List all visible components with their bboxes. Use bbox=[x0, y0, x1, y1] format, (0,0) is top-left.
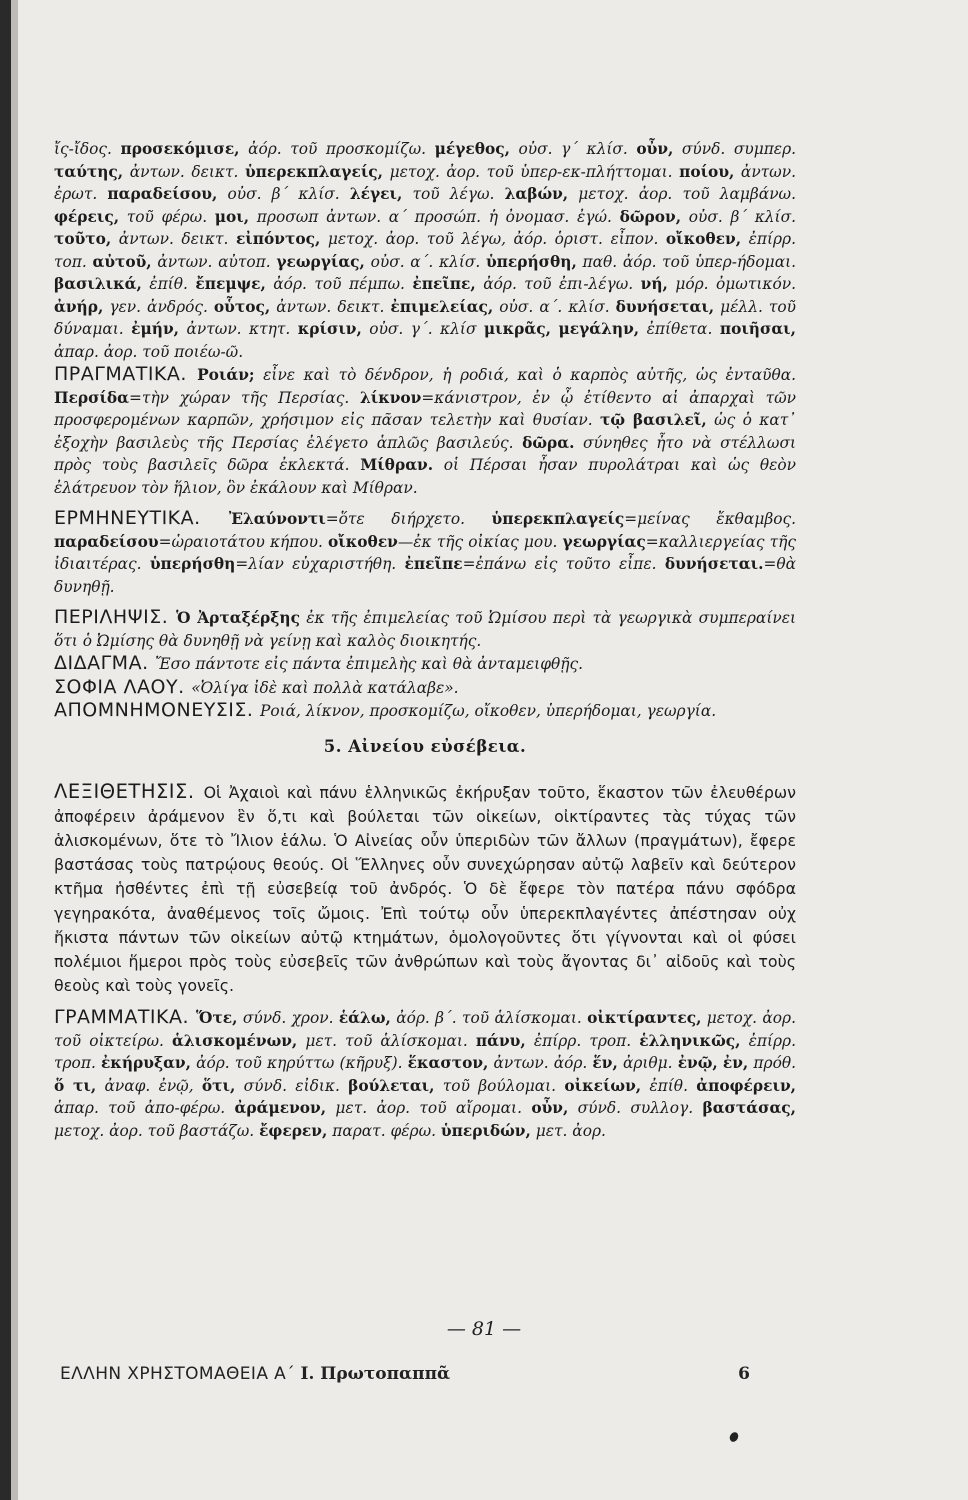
book-binding-edge bbox=[0, 0, 11, 1500]
note-italic: σύνδ. εἰδικ. bbox=[235, 1076, 349, 1095]
headword-bold: Ροιάν; bbox=[197, 366, 255, 384]
headword-bold: παραδείσου, bbox=[107, 185, 218, 203]
note-italic: σύνδ. συμπερ. bbox=[673, 140, 797, 158]
note-italic: =ὅτε διήρχετο. bbox=[325, 510, 492, 528]
note-italic: οὐσ. β΄ κλίσ. bbox=[681, 207, 796, 226]
note-italic: ἐκ τῆς ἐπιμελείας τοῦ Ὠμίσου περὶ τὰ γεωργικὰ συμπεραίνει ὅτι ὁ Ὠμίσης θὰ δυνηθῇ νὰ γείνῃ καὶ καλὸς διοικητής. bbox=[54, 609, 797, 650]
note-italic: ἀντων. ἀόρ. bbox=[488, 1054, 593, 1073]
headword-bold: ὑπερεκπλαγείς bbox=[491, 510, 625, 528]
headword-bold: τοῦτο, bbox=[54, 230, 112, 248]
note-italic: παρατ. φέρω. bbox=[327, 1121, 441, 1140]
note-italic: ἀπαρ. ἀορ. τοῦ ποιέω-ῶ. bbox=[54, 342, 244, 361]
note-italic: τοῦ φέρω. bbox=[119, 207, 215, 226]
glossary-paragraph bbox=[54, 138, 796, 363]
headword-bold: Μίθραν. bbox=[360, 456, 434, 474]
note-italic: ἐπίθ. bbox=[141, 275, 196, 293]
note-italic: οὐσ. α΄. κλίσ. bbox=[493, 297, 616, 316]
note-italic: οὐσ. γ΄. κλίσ bbox=[361, 320, 484, 338]
note-italic: ἀόρ. τοῦ προσκομίζω. bbox=[239, 140, 435, 158]
section-heading: ΣΟΦΙΑ ΛΑΟΥ. bbox=[54, 675, 192, 698]
headword-bold: οὖν, bbox=[636, 140, 674, 158]
note-italic: =κάνιστρον, ἐν ᾧ ἐτίθεντο αἱ ἀπαρχαὶ τῶν προσφερομένων καρπῶν, χρήσιμον εἰς πᾶσαν τελετὴν καὶ θυσίαν. bbox=[54, 388, 796, 429]
headword-bold: γεωργίας, bbox=[276, 252, 365, 271]
headword-bold: Ὁ Ἀρταξέρξης bbox=[176, 609, 300, 627]
section-heading: ΓΡΑΜΜΑΤΙΚΑ. bbox=[54, 1006, 197, 1029]
section-heading: ΑΠΟΜΝΗΜΟΝΕΥΣΙΣ. bbox=[54, 699, 260, 721]
headword-bold: ἐπεῖπε, bbox=[412, 275, 476, 293]
headword-bold: λίκνον bbox=[359, 388, 422, 407]
note-italic: μετοχ. ἀορ. τοῦ λέγω, ἀόρ. ὁριστ. εἶπον. bbox=[320, 230, 666, 248]
headword-bold: ὑπερεκπλαγείς, bbox=[244, 162, 384, 181]
note-italic: σύνδ. συλλογ. bbox=[568, 1099, 703, 1118]
note-italic: ἀόρ. τοῦ πέμπω. bbox=[265, 275, 413, 293]
book-binding-shadow bbox=[11, 0, 18, 1500]
note-italic: ἐπίρρ. τροπ. bbox=[54, 1031, 796, 1073]
headword-bold: οὗτος, bbox=[213, 297, 271, 316]
note-italic: πρόθ. bbox=[748, 1054, 796, 1073]
note-italic: =θὰ δυνηθῇ. bbox=[54, 555, 796, 596]
note-italic: ἴς-ἴδος. bbox=[54, 140, 121, 158]
headword-bold: δῶρον, bbox=[619, 207, 682, 226]
note-italic: εἶνε καὶ τὸ δένδρον, ἡ ροδιά, καὶ ὁ καρπὸς αὐτῆς, ὡς ἐνταῦθα. bbox=[254, 366, 796, 384]
note-italic: ἀριθμ. bbox=[617, 1054, 678, 1073]
note-italic: «Ὀλίγα ἰδὲ καὶ πολλὰ κατάλαβε». bbox=[191, 678, 459, 697]
note-italic: Ἔσο πάντοτε εἰς πάντα ἐπιμελὴς καὶ θὰ ἀνταμειφθῇς. bbox=[155, 655, 583, 673]
headword-bold: ὅ τι, bbox=[54, 1076, 97, 1095]
headword-bold: ἐν, bbox=[722, 1054, 749, 1073]
section-heading: ΠΕΡΙΛΗΨΙΣ. bbox=[54, 606, 177, 628]
note-italic: μετοχ. ἀορ. τοῦ ὑπερ-εκ-πλήττομαι. bbox=[383, 162, 680, 181]
perilipsis-paragraph bbox=[54, 606, 796, 652]
page-text bbox=[54, 138, 796, 1142]
note-italic: ἀόρ. τοῦ ἐπι-λέγω. bbox=[475, 275, 641, 293]
ermineutika-paragraph bbox=[54, 507, 796, 598]
didagma-paragraph bbox=[54, 652, 796, 676]
headword-bold: γεωργίας bbox=[562, 532, 646, 551]
headword-bold: πάνυ, bbox=[475, 1031, 526, 1050]
headword-bold: νή, bbox=[640, 275, 668, 293]
headword-bold: Περσίδα bbox=[54, 388, 130, 407]
note-italic: ἀόρ. τοῦ κηρύττω (κῆρυξ). bbox=[190, 1054, 408, 1073]
apomnimoneusis-paragraph bbox=[54, 699, 796, 723]
note-italic: ἀντων. δεικτ. bbox=[111, 230, 236, 248]
headword-bold: ἑάλω, bbox=[338, 1009, 391, 1028]
headword-bold: ποιῆσαι, bbox=[719, 320, 796, 338]
lexithetisis-paragraph bbox=[54, 780, 796, 999]
headword-bold: Ἐλαύνοντι bbox=[228, 510, 326, 528]
headword-bold: τῷ βασιλεῖ, bbox=[600, 411, 707, 429]
headword-bold: ἐνῷ, bbox=[677, 1054, 718, 1073]
headword-bold: οἰκείων, bbox=[564, 1076, 642, 1095]
page-number: — 81 — bbox=[446, 1318, 522, 1340]
headword-bold: ὅτι, bbox=[201, 1076, 236, 1095]
headword-bold: Ὅτε, bbox=[196, 1009, 238, 1028]
note-italic: =μείνας ἔκθαμβος. bbox=[624, 510, 796, 528]
note-italic: ἀντων. δεικτ. bbox=[270, 297, 391, 316]
footer-book-title: ΕΛΛΗΝ ΧΡΗΣΤΟΜΑΘΕΙΑ Α΄ bbox=[60, 1364, 296, 1384]
headword-bold: ὑπερήσθη, bbox=[485, 252, 577, 271]
note-italic: οἱ Πέρσαι ἦσαν πυρολάτραι καὶ ὡς θεὸν ἐλάτρευον τὸν ἥλιον, ὃν ἐκάλουν καὶ Μίθραν. bbox=[54, 456, 797, 497]
headword-bold: ἀράμενον, bbox=[234, 1099, 327, 1118]
headword-bold: φέρεις, bbox=[54, 207, 120, 226]
note-italic: =λίαν εὐχαριστήθη. bbox=[235, 555, 405, 573]
note-italic: =ἐπάνω εἰς τοῦτο εἶπε. bbox=[462, 555, 665, 573]
note-italic: μετοχ. ἀορ. τοῦ βαστάζω. bbox=[54, 1121, 260, 1140]
note-italic: μετοχ. ἀορ. τοῦ οἰκτείρω. bbox=[54, 1009, 796, 1050]
headword-bold: κρίσιν, bbox=[297, 320, 362, 338]
headword-bold: ἑλληνικῶς, bbox=[639, 1031, 741, 1050]
headword-bold: ἕν, bbox=[592, 1054, 618, 1073]
headword-bold: δυνήσεται, bbox=[615, 297, 715, 316]
note-italic: ἀντων. ἐρωτ. bbox=[54, 162, 796, 203]
headword-bold: ποίου, bbox=[679, 162, 735, 181]
note-italic: οὐσ. β΄ κλίσ. bbox=[217, 185, 350, 203]
text-run: Οἱ Ἀχαιοὶ καὶ πάνυ ἑλληνικῶς ἐκήρυξαν τοῦτο, ἕκαστον τῶν ἐλευθέρων ἀποφέρειν ἀράμενον ἓν ὅ,τι καὶ βούλεται τῶν οἰκείων, οἰκτίραντες τὰς τύχας τῶν ἁλισκομένων, ὅτε τὸ Ἴλιον ἑάλω. Ὁ Αἰνείας οὖν ὑπεριδὼν τῶν ἄλλων (πραγμάτων), ἔφερε βαστάσας τοὺς πατρῴους θεούς. Οἱ Ἕλληνες οὖν συνεχώρησαν αὐτῷ λαβεῖν καὶ δεύτερον κτῆμα ἡσθέντες ἐπὶ τῇ εὐσεβείᾳ τοῦ ἀνδρός. Ὁ δὲ ἔφερε τὸν πατέρα πάνυ σφόδρα γεγηρακότα, ἀναθέμενος τοῖς ὤμοις. Ἐπὶ τούτῳ οὖν ὑπερεκπλαγέντες ἀπέστησαν οὐχ ἥκιστα πάντων τῶν οἰκείων αὐτῷ κτημάτων, ὁμολογοῦντες ὅτι γίγνονται καὶ οἱ φύσει πολέμιοι ἥμεροι πρὸς τοὺς εὐσεβεῖς τῶν ἀνθρώπων καὶ τοὺς ἄγοντας δι᾽ αἰδοῦς καὶ τοὺς θεοὺς καὶ τοὺς γονεῖς. bbox=[54, 782, 796, 996]
note-italic: μόρ. ὀμωτικόν. bbox=[667, 275, 796, 293]
section-title: 5. Αἰνείου εὐσέβεια. bbox=[323, 736, 527, 756]
headword-bold: παραδείσου bbox=[54, 532, 159, 551]
section-heading: ΕΡΜΗΝΕΥΤΙΚΑ. bbox=[54, 507, 229, 529]
section-heading: ΠΡΑΓΜΑΤΙΚΑ. bbox=[54, 363, 198, 385]
note-italic: οὐσ. α΄. κλίσ. bbox=[364, 252, 486, 271]
note-italic: μετ. ἀορ. τοῦ αἴρομαι. bbox=[326, 1099, 532, 1118]
headword-bold: εἰπόντος, bbox=[235, 230, 321, 248]
headword-bold: ὑπερήσθη bbox=[149, 555, 236, 573]
headword-bold: οἰκτίραντες, bbox=[587, 1009, 702, 1028]
note-italic: τοῦ λέγω. bbox=[402, 185, 505, 203]
note-italic: ἐπίθ. bbox=[641, 1076, 697, 1095]
pragmatika-paragraph bbox=[54, 363, 796, 499]
headword-bold: οἴκοθεν, bbox=[665, 230, 742, 248]
headword-bold: βαστάσας, bbox=[702, 1099, 797, 1118]
headword-bold: οἴκοθεν bbox=[328, 532, 398, 551]
headword-bold: ὑπεριδών, bbox=[440, 1121, 531, 1140]
section-heading: ΛΕΞΙΘΕΤΗΣΙΣ. bbox=[54, 779, 204, 803]
note-italic: ἐπίρρ. τοπ. bbox=[54, 230, 796, 271]
note-italic: ἀόρ. β΄. τοῦ ἁλίσκομαι. bbox=[390, 1009, 588, 1028]
note-italic: Ροιά, λίκνον, προσκομίζω, οἴκοθεν, ὑπερήδομαι, γεωργία. bbox=[260, 702, 717, 720]
headword-bold: μεγάλην, bbox=[558, 320, 640, 338]
headword-bold: βούλεται, bbox=[348, 1076, 435, 1095]
headword-bold: ταύτης, bbox=[54, 162, 124, 181]
note-italic: ὡς ὁ κατ᾽ ἐξοχὴν βασιλεὺς τῆς Περσίας ἐλέγετο ἁπλῶς βασιλεύς. bbox=[54, 411, 796, 452]
grammatika-paragraph bbox=[54, 1006, 796, 1142]
note-italic: σύνδ. χρον. bbox=[237, 1009, 339, 1028]
note-italic: μετοχ. ἀορ. τοῦ λαμβάνω. bbox=[568, 185, 796, 203]
note-italic: ἐπίθετα. bbox=[639, 320, 720, 338]
note-italic: —ἐκ τῆς οἰκίας μου. bbox=[397, 532, 563, 551]
headword-bold: ἐκήρυξαν, bbox=[100, 1054, 191, 1073]
note-italic: προσωπ ἀντων. α΄ προσώπ. ἡ ὀνομασ. ἐγώ. bbox=[249, 207, 620, 226]
headword-bold: ἐπιμελείας, bbox=[390, 297, 494, 316]
headword-bold: βασιλικά, bbox=[54, 275, 142, 293]
page-footer bbox=[60, 1364, 750, 1384]
sofia-laou-paragraph bbox=[54, 676, 796, 700]
note-italic: =τὴν χώραν τῆς Περσίας. bbox=[129, 388, 360, 407]
note-italic: ἀναφ. ἐνῷ, bbox=[96, 1076, 202, 1095]
footer-signature-mark: 6 bbox=[738, 1364, 750, 1384]
headword-bold: δῶρα. bbox=[522, 433, 575, 452]
headword-bold: οὖν, bbox=[531, 1099, 569, 1118]
note-italic: μέλλ. τοῦ δύναμαι. bbox=[54, 297, 796, 338]
note-italic: ἀπαρ. τοῦ ἀπο-φέρω. bbox=[54, 1099, 235, 1118]
footer-author: I. Πρωτοπαππᾶ bbox=[300, 1364, 451, 1384]
note-italic: =ὡραιοτάτου κήπου. bbox=[158, 532, 329, 551]
headword-bold: λέγει, bbox=[349, 185, 403, 203]
note-italic: σύνηθες ἦτο νὰ στέλλωσι πρὸς τοὺς βασιλεῖς δῶρα ἐκλεκτά. bbox=[54, 433, 796, 474]
headword-bold: δυνήσεται. bbox=[664, 555, 764, 573]
note-italic: ἀντων. κτητ. bbox=[179, 320, 298, 338]
section-heading: ΔΙΔΑΓΜΑ. bbox=[54, 652, 156, 674]
headword-bold: ἐπεῖπε bbox=[404, 555, 463, 573]
headword-bold: λαβών, bbox=[504, 185, 569, 203]
headword-bold: προσεκόμισε, bbox=[120, 140, 240, 158]
ink-spot-icon bbox=[728, 1431, 740, 1444]
headword-bold: μοι, bbox=[214, 207, 250, 226]
headword-bold: ἀνήρ, bbox=[54, 297, 104, 316]
note-italic: τοῦ βούλομαι. bbox=[434, 1076, 565, 1095]
headword-bold: ἐμήν, bbox=[131, 320, 180, 338]
note-italic: ἐπίρρ. τροπ. bbox=[525, 1031, 640, 1050]
headword-bold: ἕκαστον, bbox=[407, 1054, 489, 1073]
note-italic: μετ. ἀορ. bbox=[530, 1121, 606, 1140]
headword-bold: ἁλισκομένων, bbox=[172, 1031, 298, 1050]
headword-bold: ἀποφέρειν, bbox=[696, 1076, 796, 1095]
note-italic: παθ. ἀόρ. τοῦ ὑπερ-ήδομαι. bbox=[576, 252, 797, 271]
note-italic: =καλλιεργείας τῆς ἰδιαιτέρας. bbox=[54, 532, 797, 573]
headword-bold: ἔπεμψε, bbox=[195, 275, 266, 293]
note-italic: οὐσ. γ΄ κλίσ. bbox=[509, 140, 637, 158]
headword-bold: ἔφερεν, bbox=[259, 1121, 328, 1140]
note-italic: ἀντων. αὐτοπ. bbox=[151, 252, 277, 271]
headword-bold: αὐτοῦ, bbox=[92, 252, 152, 271]
note-italic: μετ. τοῦ ἁλίσκομαι. bbox=[297, 1031, 476, 1050]
headword-bold: μικρᾶς, bbox=[483, 320, 551, 338]
note-italic: ἀντων. δεικτ. bbox=[123, 162, 245, 181]
note-italic: γεν. ἀνδρός. bbox=[103, 297, 214, 316]
headword-bold: μέγεθος, bbox=[434, 140, 510, 158]
